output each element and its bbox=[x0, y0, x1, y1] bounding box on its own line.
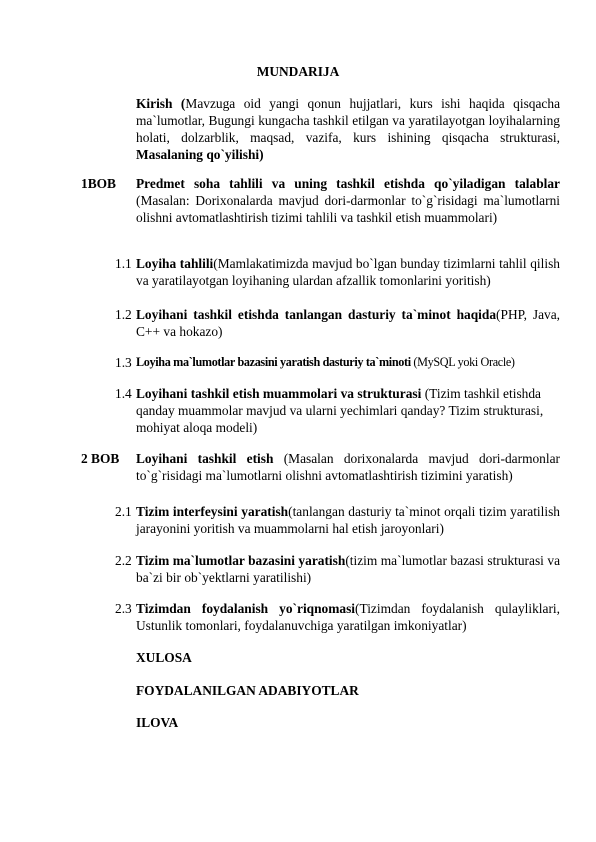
toc-entry-description: (Masalan: Dorixonalarda mavjud dori-darmonlar to`g`risidagi ma`lumotlarni olishni avtomatlashtirish tizimi tahlili va tashkil etish muammolari) bbox=[136, 193, 560, 225]
toc-entry-description: (PHP, Java, C++ va hokazo) bbox=[136, 307, 561, 339]
toc-entry-number: 2.1 bbox=[115, 504, 132, 519]
toc-entry-heading: Tizim ma`lumotlar bazasini yaratish bbox=[136, 553, 346, 568]
toc-entry-description: (tizim ma`lumotlar bazasi strukturasi va ba`zi bir ob`yektlarni yaratilishi) bbox=[136, 553, 561, 585]
toc-entry-description: (Tizimdan foydalanish qulayliklari, Ustunlik tomonlari, foydalanuvchiga yaratilgan imkoniyatlar) bbox=[136, 601, 560, 633]
toc-entry-text bbox=[136, 255, 560, 289]
toc-entry-heading: Loyiha ma`lumotlar bazasini yaratish dasturiy ta`minoti bbox=[136, 355, 411, 369]
toc-entry-text bbox=[136, 95, 560, 163]
page-title: MUNDARIJA bbox=[256, 64, 340, 79]
toc-entry-description: (Masalan dorixonalarda mavjud dori-darmonlar to`g`risidagi ma`lumotlarni olishni avtomatlashtirish tizimini yaratish) bbox=[136, 451, 560, 483]
toc-entry-subheading: Masalaning qo`yilishi) bbox=[136, 147, 264, 162]
toc-entry-number: 2.2 bbox=[115, 553, 132, 568]
toc-entry-number: 2 BOB bbox=[81, 451, 120, 466]
toc-entry-heading: ILOVA bbox=[136, 715, 179, 730]
toc-entry-text bbox=[136, 385, 546, 436]
toc-entry-heading: XULOSA bbox=[136, 650, 192, 665]
toc-entry-number: 2.3 bbox=[115, 601, 132, 616]
toc-entry-number: 1.2 bbox=[115, 307, 132, 322]
toc-entry-heading: FOYDALANILGAN ADABIYOTLAR bbox=[136, 683, 359, 698]
toc-entry-text bbox=[136, 306, 560, 340]
toc-entry-number: 1BOB bbox=[81, 176, 116, 191]
toc-entry-heading: Tizim interfeysini yaratish bbox=[136, 504, 289, 519]
toc-entry-description: (MySQL yoki Oracle) bbox=[410, 355, 515, 369]
toc-entry-text bbox=[136, 503, 560, 537]
toc-entry-number: 1.3 bbox=[115, 355, 132, 370]
toc-entry-heading: Loyihani tashkil etish bbox=[136, 451, 274, 466]
toc-entry-heading: Kirish ( bbox=[136, 96, 186, 111]
toc-entry-heading: Loyihani tashkil etishda tanlangan dasturiy ta`minot haqida bbox=[136, 307, 497, 322]
toc-entry-number: 1.1 bbox=[115, 256, 132, 271]
toc-entry-description: (tanlangan dasturiy ta`minot orqali tizim yaratilish jarayonini yoritish va muammolarni hal etish jaroyonlari) bbox=[136, 504, 560, 536]
toc-entry-text bbox=[136, 600, 560, 634]
toc-entry-text bbox=[136, 552, 560, 586]
toc-entry-text bbox=[136, 354, 560, 371]
toc-entry-heading: Tizimdan foydalanish yo`riqnomasi bbox=[136, 601, 356, 616]
toc-entry-text bbox=[136, 175, 560, 226]
toc-entry-heading: Predmet soha tahlili va uning tashkil etishda qo`yiladigan talablar bbox=[136, 176, 560, 191]
toc-entry-text bbox=[136, 450, 560, 484]
toc-entry-description: Mavzuga oid yangi qonun hujjatlari, kurs ishi haqida qisqacha ma`lumotlar, Bugungi kungacha tashkil etilgan va yaratilayotgan loyihalarning holati, dolzarblik, maqsad, vazifa, kurs ishining qisqacha strukturasi, bbox=[136, 96, 561, 145]
toc-entry-number: 1.4 bbox=[115, 386, 132, 401]
toc-entry-heading: Loyihani tashkil etish muammolari va strukturasi bbox=[136, 386, 422, 401]
toc-entry-description: (Mamlakatimizda mavjud bo`lgan bunday tizimlarni tahlil qilish va yaratilayotgan loyihaning ulardan afzallik tomonlarini yoritish) bbox=[136, 256, 560, 288]
toc-entry-description: (Tizim tashkil etishda qanday muammolar mavjud va ularni yechimlari qanday? Tizim strukturasi, mohiyat aloqa modeli) bbox=[136, 386, 544, 435]
toc-entry-heading: Loyiha tahlili bbox=[136, 256, 214, 271]
